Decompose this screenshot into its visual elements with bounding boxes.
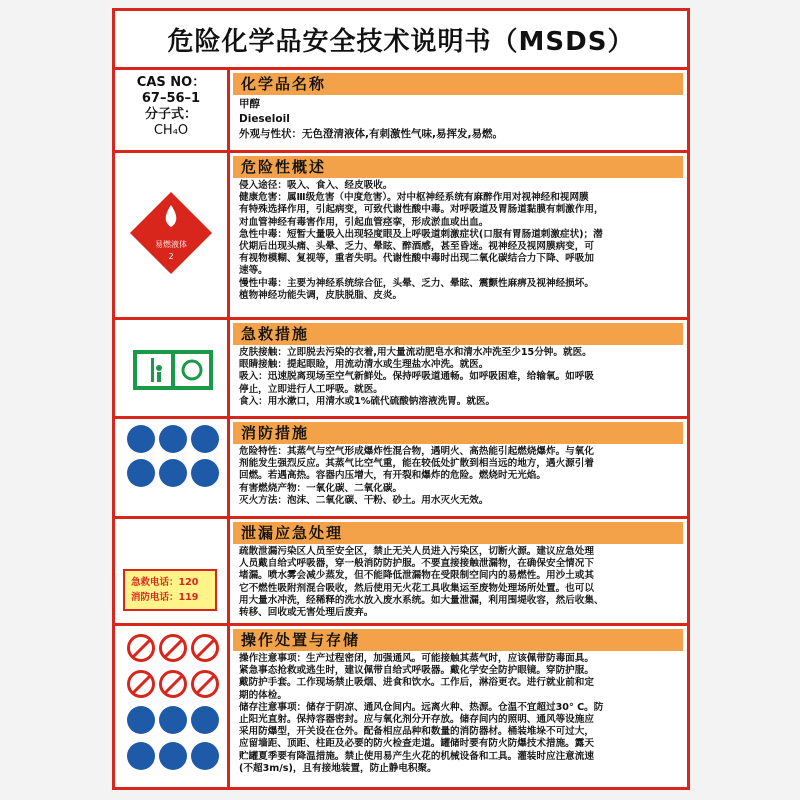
- emergency-shower-eyewash-icon: [115, 320, 227, 416]
- fire-line: 有害燃烧产物：一氧化碳、二氧化碳。: [239, 482, 403, 494]
- chem-name-cn: 甲醇: [239, 98, 260, 110]
- leak-line: 疏散泄漏污染区人员至安全区，禁止无关人员进入污染区，切断火源。建议应急处理: [239, 546, 594, 557]
- storage-line: 操作注意事项：生产过程密闭，加强通风。可能接触其蒸气时，应该佩带防毒面具。: [239, 653, 594, 664]
- first-aid-line: 吸入：迅速脱离现场至空气新鲜处。保持呼吸道通畅。如呼吸困难，给输氧。如呼吸: [239, 371, 594, 383]
- flammable-liquid-diamond-icon: [115, 153, 227, 317]
- boots-icon: [159, 459, 187, 487]
- appearance-text: 外观与性状：无色澄清液体,有刺激性气味,易挥发,易燃。: [239, 128, 503, 140]
- storage-line: 紧急事态抢救或逃生时，建议佩带自给式呼吸器。戴化学安全防护眼镜。穿防护服。: [239, 665, 594, 677]
- hazard-line: 伏期后出现头痛、头晕、乏力、晕眩、醉酒感，甚至昏迷。视神经及视网膜病变，可: [239, 241, 594, 253]
- boots-icon: [159, 742, 187, 770]
- first-aid-line: 皮肤接触：立即脱去污染的衣着,用大量流动肥皂水和清水冲洗至少15分钟。就医。: [239, 347, 592, 358]
- chem-name-en: Dieseloil: [239, 113, 290, 125]
- goggles-icon: [159, 425, 187, 453]
- emergency-phone: 急救电话：120: [131, 577, 199, 588]
- first-aid-line: 食入：用水漱口，用清水或1%硫代硫酸钠溶液洗胃。就医。: [239, 395, 496, 407]
- section-first-aid: [115, 320, 687, 419]
- section-header: 操作处置与存储: [233, 629, 683, 651]
- msds-sheet: [112, 8, 690, 790]
- formula-label: 分子式：: [144, 107, 197, 122]
- hazard-line: 植物神经功能失调，皮肤脱脂、皮炎。: [239, 289, 403, 301]
- leak-line: 它不燃性吸附剂混合吸收，然后使用无火花工具收集运至废物处理场所处置。也可以: [239, 582, 594, 594]
- gloves-icon: [127, 742, 155, 770]
- storage-line: 止阳光直射。保持容器密封。应与氧化剂分开存放。储存间内的照明、通风等设施应: [239, 714, 594, 726]
- hazard-line: 有特殊选择作用，引起病变，可致代谢性酸中毒。对呼吸道及胃肠道黏膜有刺激作用，: [239, 204, 604, 216]
- no-smoking-icon: [127, 634, 155, 662]
- section-fire: [115, 419, 687, 519]
- first-aid-line: 停止，立即进行人工呼吸。就医。: [239, 383, 383, 395]
- leak-line: 用大量水冲洗，经稀释的洗水放入废水系统。如大量泄漏，利用围堤收容，然后收集、: [239, 594, 604, 606]
- no-open-flame-icon: [159, 634, 187, 662]
- storage-line: 储存注意事项：储存于阴凉、通风仓间内。远离火种、热源。仓温不宜超过30° C。防: [239, 701, 604, 713]
- suit-icon: [191, 706, 219, 734]
- goggles-icon: [191, 742, 219, 770]
- leak-line: 人员戴自给式呼吸器，穿一般消防防护服。不要直接接触泄漏物，在确保安全情况下: [239, 558, 594, 570]
- fire-line: 回燃。若遇高热。容器内压增大，有开裂和爆炸的危险。燃烧时无光焰。: [239, 470, 546, 482]
- storage-line: (不超3m/s)，且有接地装置，防止静电积聚。: [239, 762, 437, 774]
- section-hazard: [115, 153, 687, 320]
- no-static-icon: [191, 670, 219, 698]
- section-header: 化学品名称: [233, 73, 683, 95]
- prohibition-icon-grid: [127, 634, 219, 770]
- leak-line: 堵漏。喷水雾会减少蒸发，但不能降低泄漏物在受限制空间内的易燃性。用沙土或其: [239, 570, 594, 582]
- hazard-line: 慢性中毒：主要为神经系统综合征，头晕、乏力、晕眩、震颤性麻痹及视神经损坏。: [239, 277, 594, 289]
- storage-line: 应留墙距、顶距、柱距及必要的防火检查走道。罐储时要有防火防爆技术措施。露天: [239, 738, 594, 750]
- ppe-icon-grid: [127, 425, 219, 487]
- section-header: 消防措施: [233, 422, 683, 444]
- helmet-icon: [159, 706, 187, 734]
- fire-line: 剂能发生强烈反应。其蒸气比空气重，能在较低处扩散到相当远的地方，遇火源引着: [239, 458, 594, 470]
- hazard-line: 对血管神经有毒害作用，引起血管痉挛，形成淤血或出血。: [239, 216, 489, 228]
- section-chemical-name: [115, 70, 687, 153]
- storage-line: 期的体检。: [239, 689, 287, 701]
- leak-line: 转移、回收或无害处理后废弃。: [239, 607, 374, 619]
- section-leak: [115, 519, 687, 626]
- section-header: 泄漏应急处理: [233, 522, 683, 544]
- first-aid-line: 眼睛接触：提起眼睑，用流动清水或生理盐水冲洗。就医。: [239, 359, 489, 371]
- hazard-line: 健康危害：属Ⅲ级危害（中度危害）。对中枢神经系统有麻醉作用对视神经和视网膜: [239, 192, 589, 204]
- gloves-icon: [127, 425, 155, 453]
- hazard-line: 侵入途径：吸入、食入、经皮吸收。: [239, 180, 393, 191]
- no-fire-icon: [127, 670, 155, 698]
- diamond-label: 易燃液体: [155, 240, 187, 249]
- storage-line: 采用防爆型，开关设在仓外。配备相应品种和数量的消防器材。桶装堆垛不可过大，: [239, 726, 594, 738]
- hazard-line: 有视物模糊、复视等，重者失明。代谢性酸中毒时出现二氧化碳结合力下降、呼吸加: [239, 253, 594, 265]
- fire-phone: 消防电话：119: [131, 592, 199, 603]
- cas-value: 67–56–1: [141, 91, 201, 106]
- page-title: 危险化学品安全技术说明书（MSDS）: [115, 11, 687, 70]
- no-spark-tools-icon: [159, 670, 187, 698]
- section-header: 危险性概述: [233, 156, 683, 178]
- cas-label: CAS NO：: [136, 75, 206, 90]
- hazard-line: 急性中毒：短暂大量吸入出现轻度眼及上呼吸道刺激症状(口服有胃肠道刺激症状)；潜: [239, 228, 603, 240]
- section-header: 急救措施: [233, 323, 683, 345]
- respirator-icon: [127, 706, 155, 734]
- diamond-class: 2: [168, 252, 174, 261]
- gas-mask-icon: [191, 425, 219, 453]
- storage-line: 贮罐夏季要有降温措施。禁止使用易产生火花的机械设备和工具。灌装时应注意流速: [239, 750, 594, 762]
- no-phone-icon: [191, 634, 219, 662]
- section-storage: [115, 626, 687, 787]
- hazard-line: 速等。: [239, 265, 268, 277]
- ventilation-icon: [127, 459, 155, 487]
- emergency-phones: [123, 569, 217, 611]
- formula-value: CH₄O: [153, 123, 189, 138]
- storage-line: 戴防护手套。工作现场禁止吸烟、进食和饮水。工作后，淋浴更衣。进行就业前和定: [239, 677, 594, 689]
- cas-panel: [115, 70, 230, 150]
- protective-suit-icon: [191, 459, 219, 487]
- fire-line: 危险特性：其蒸气与空气形成爆炸性混合物，遇明火、高热能引起燃烧爆炸。与氧化: [239, 446, 594, 457]
- fire-line: 灭火方法：泡沫、二氧化碳、干粉、砂土。用水灭火无效。: [239, 494, 489, 506]
